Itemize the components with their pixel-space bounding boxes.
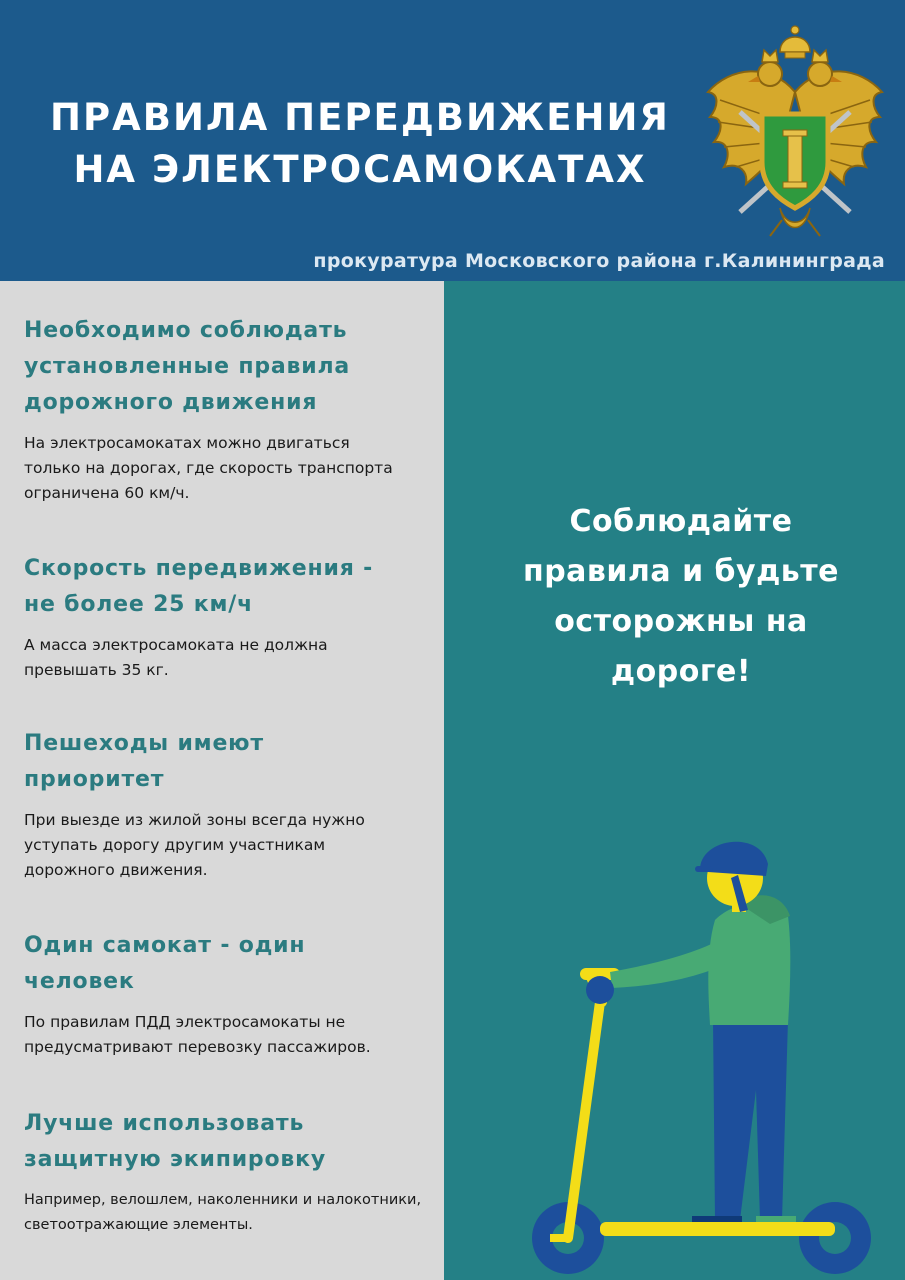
slogan-line: Соблюдайте xyxy=(569,504,793,539)
rule-pedestrian-priority xyxy=(24,726,434,883)
rule-text-line: На электросамокатах можно двигаться xyxy=(24,434,350,452)
slogan xyxy=(466,497,896,697)
rule-heading-line: Необходимо соблюдать xyxy=(24,318,348,343)
rule-heading-line: Один самокат - один xyxy=(24,933,306,958)
title-line-1: ПРАВИЛА ПЕРЕДВИЖЕНИЯ xyxy=(50,96,670,139)
rule-text-line: По правилам ПДД электросамокаты не xyxy=(24,1013,346,1031)
rule-text-line: Например, велошлем, наколенники и налокотники, xyxy=(24,1192,422,1208)
rule-one-person xyxy=(24,928,434,1060)
rule-heading-line: Пешеходы имеют xyxy=(24,731,264,756)
rule-heading xyxy=(24,551,434,623)
rule-text-line: дорожного движения. xyxy=(24,861,208,879)
rule-text xyxy=(24,1010,434,1060)
header-banner xyxy=(0,0,905,281)
rule-heading xyxy=(24,1106,434,1178)
rule-heading xyxy=(24,313,434,421)
rule-heading-line: человек xyxy=(24,969,135,994)
rule-heading-line: защитную экипировку xyxy=(24,1147,326,1172)
rule-text-line: уступать дорогу другим участникам xyxy=(24,836,326,854)
rule-speed-limit xyxy=(24,551,434,683)
rule-heading-line: Лучше использовать xyxy=(24,1111,305,1136)
rule-text-line: предусматривают перевозку пассажиров. xyxy=(24,1038,371,1056)
rule-text xyxy=(24,1188,434,1238)
rule-text xyxy=(24,808,434,883)
rule-heading-line: не более 25 км/ч xyxy=(24,592,253,617)
rule-text-line: светоотражающие элементы. xyxy=(24,1217,253,1233)
slogan-line: правила и будьте xyxy=(522,554,839,589)
rule-heading-line: дорожного движения xyxy=(24,390,318,415)
organization-name: прокуратура Московского района г.Калининграда xyxy=(313,250,885,272)
rule-heading xyxy=(24,928,434,1000)
rule-text-line: При выезде из жилой зоны всегда нужно xyxy=(24,811,365,829)
title-line-2: НА ЭЛЕКТРОСАМОКАТАХ xyxy=(73,148,647,191)
page-title xyxy=(30,92,690,196)
rule-text-line: превышать 35 кг. xyxy=(24,661,169,679)
slogan-line: дороге! xyxy=(610,654,752,689)
rule-heading-line: установленные правила xyxy=(24,354,351,379)
rule-text-line: только на дорогах, где скорость транспорта xyxy=(24,459,393,477)
rule-text xyxy=(24,431,434,506)
rule-traffic-rules xyxy=(24,313,434,506)
scooter-rider-illustration-icon xyxy=(520,820,905,1280)
rule-protective-gear xyxy=(24,1106,434,1238)
rule-text-line: ограничена 60 км/ч. xyxy=(24,484,190,502)
rule-heading xyxy=(24,726,434,798)
rule-text xyxy=(24,633,434,683)
rule-heading-line: приоритет xyxy=(24,767,165,792)
rule-heading-line: Скорость передвижения - xyxy=(24,556,374,581)
prosecutor-emblem-icon xyxy=(700,22,890,242)
slogan-line: осторожны на xyxy=(554,604,808,639)
rule-text-line: А масса электросамоката не должна xyxy=(24,636,328,654)
